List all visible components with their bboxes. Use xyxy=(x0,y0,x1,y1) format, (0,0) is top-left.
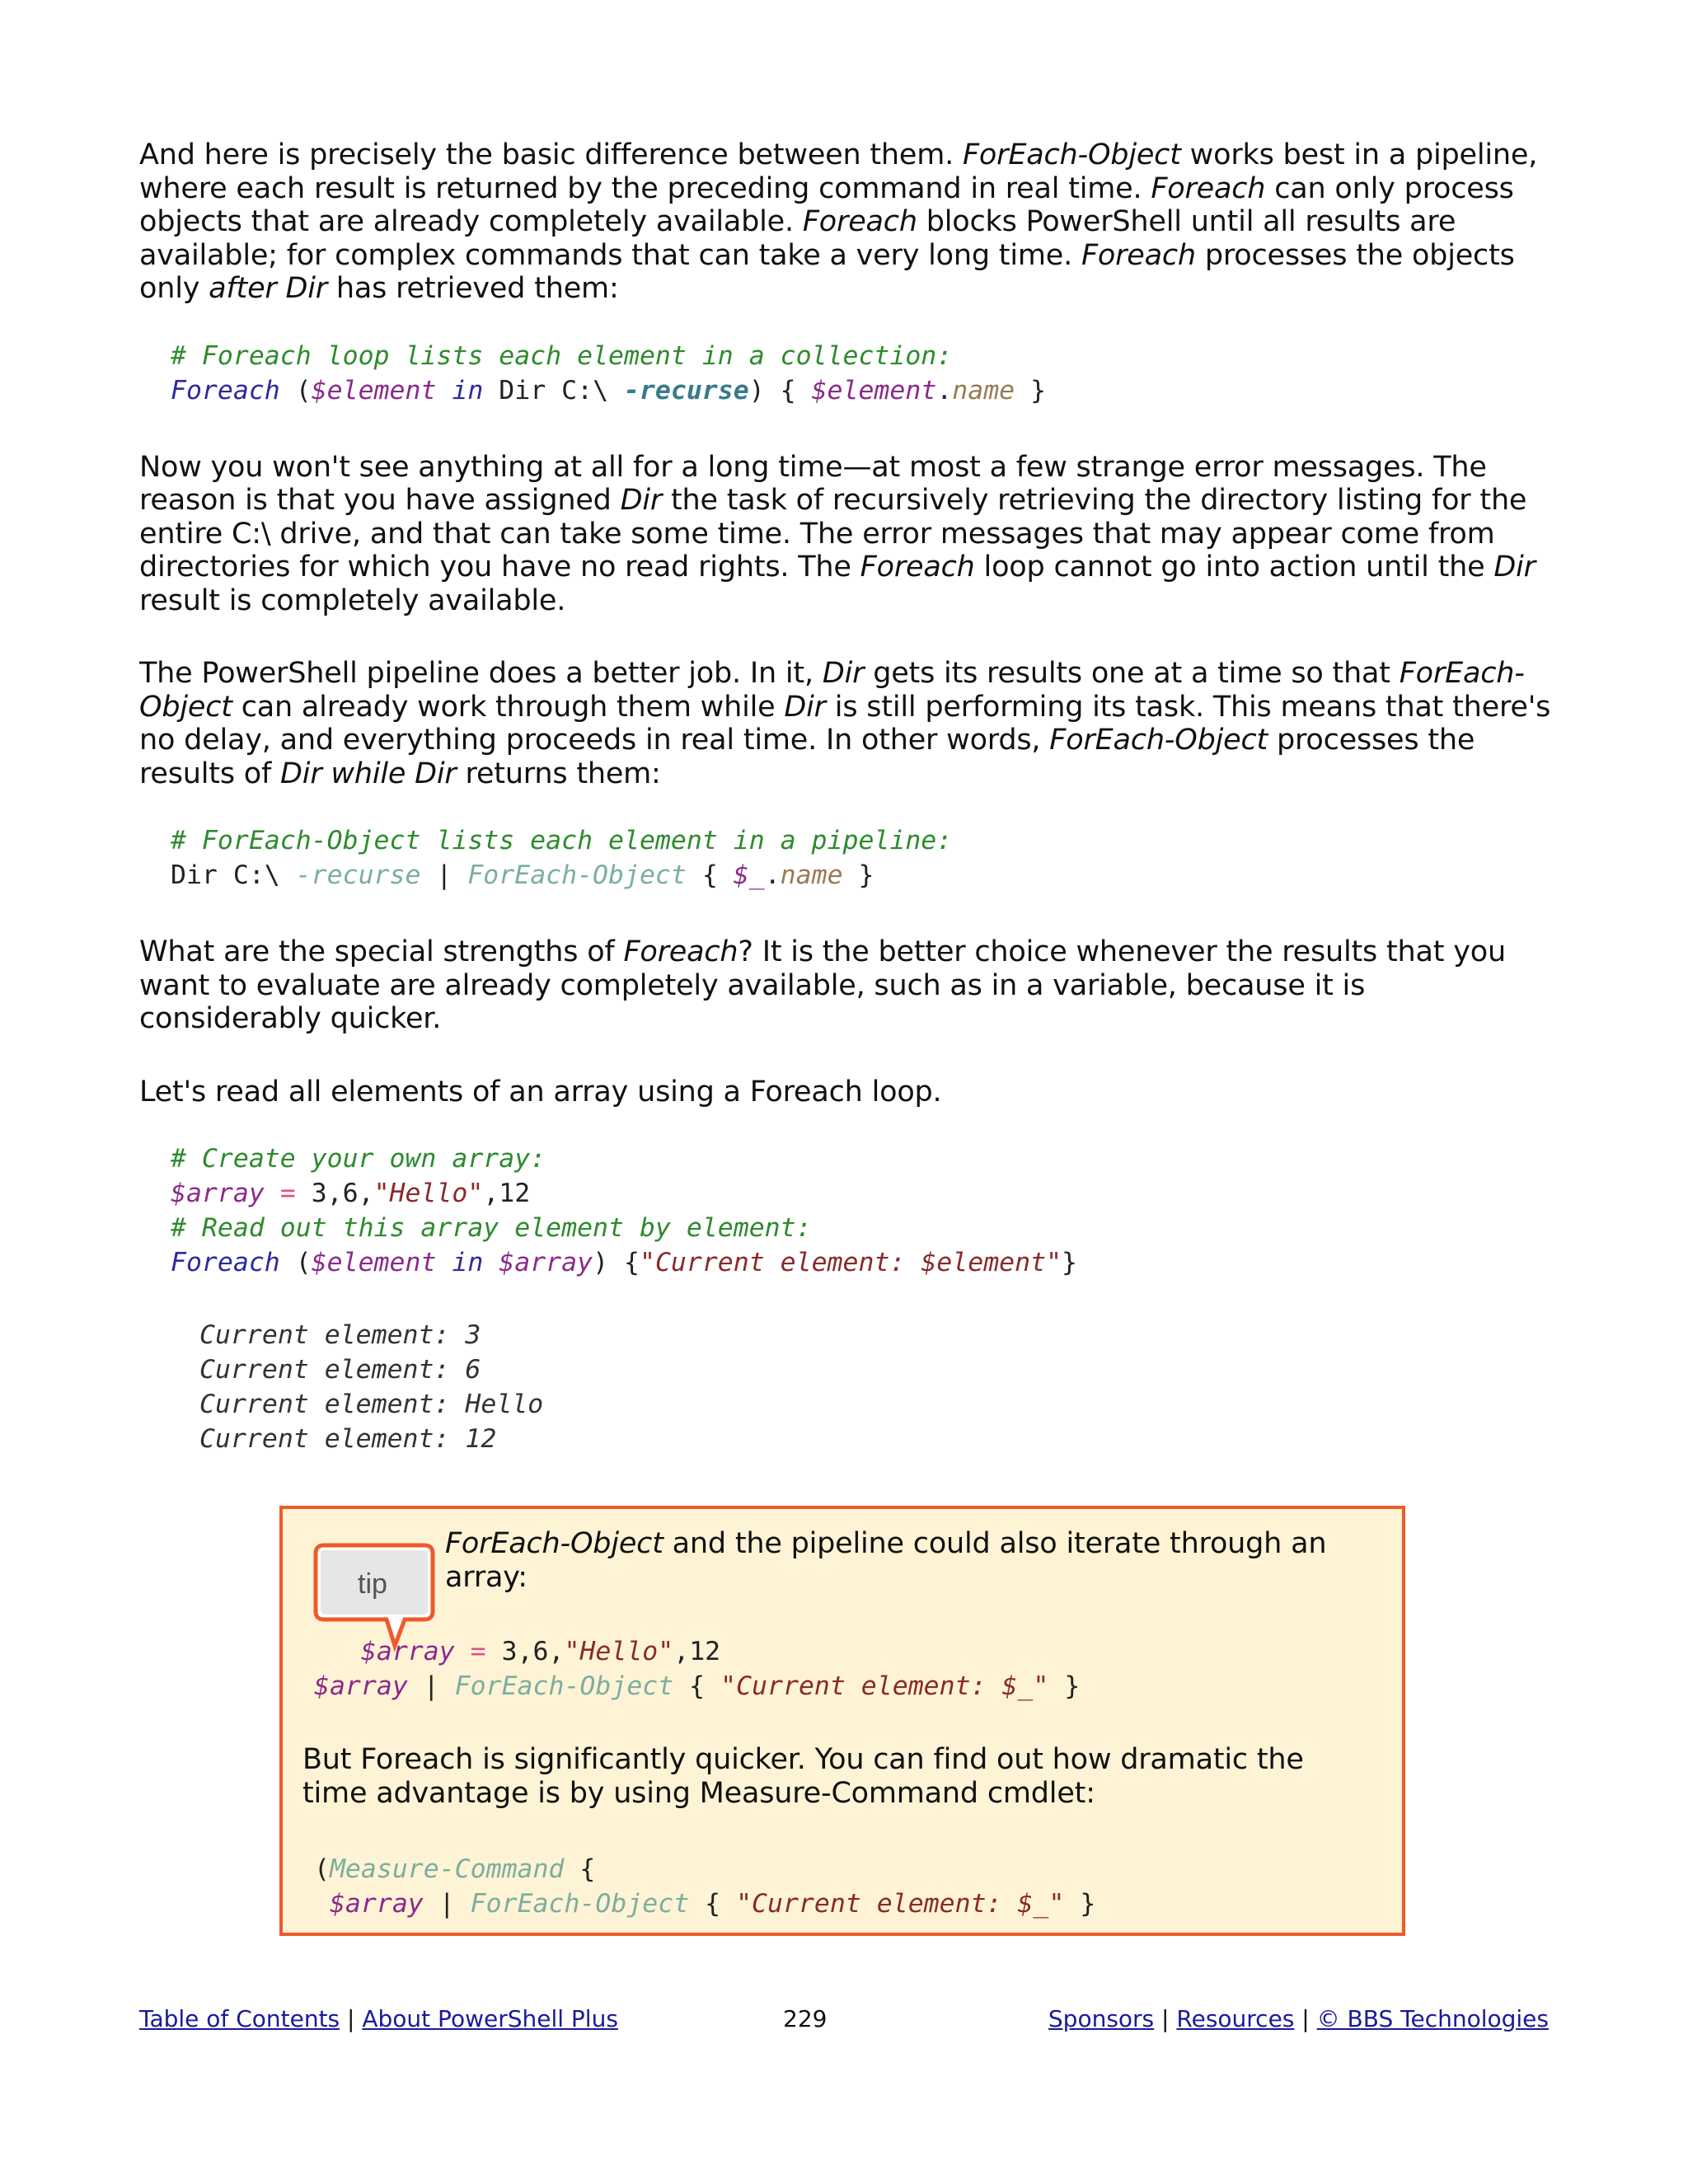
resources-link[interactable]: Resources xyxy=(1176,2005,1295,2032)
code-output: Current element: 3 Current element: 6 Current element: Hello Current element: 12 xyxy=(199,1320,544,1454)
paragraph-foreach-difference: And here is precisely the basic difference between them. ForEach-Object works best in a pipeline, where each result is returned by the preceding command in real time. Foreach can only process objects that are already completely available. Foreach blocks PowerShell until all results are available; for complex commands that can take a very long time. Foreach processes the objects only after Dir has retrieved them: xyxy=(139,138,1538,305)
bbs-technologies-link[interactable]: © BBS Technologies xyxy=(1316,2005,1549,2032)
paragraph-long-wait: Now you won't see anything at all for a long time—at most a few strange error messages. The reason is that you have assigned Dir the task of recursively retrieving the directory listing for the entire C:\ drive, and that can take some time. The error messages that may appear come from directories for which you have no read rights. The Foreach loop cannot go into action until the Dir result is completely available. xyxy=(139,450,1536,617)
code-array-foreach: # Create your own array: $array = 3,6,"Hello",12 # Read out this array element by element: Foreach ($element in $array) {"Current element: $element"} xyxy=(171,1144,1077,1277)
tip-intro: ForEach-Object and the pipeline could also iterate through an array: xyxy=(445,1527,1327,1594)
paragraph-pipeline-better: The PowerShell pipeline does a better job. In it, Dir gets its results one at a time so that ForEach-Object can already work through them while Dir is still performing its task. This means that there's no delay, and everything proceeds in real time. In other words, ForEach-Object processes the results of Dir while Dir returns them: xyxy=(139,657,1551,790)
code-comment: # Foreach loop lists each element in a collection: xyxy=(171,340,953,371)
tip-code-pipeline: $array = 3,6,"Hello",12 $array | ForEach-Object { "Current element: $_" } xyxy=(314,1637,1081,1701)
tip-measure-text: But Foreach is significantly quicker. You can find out how dramatic the time advantage is by using Measure-Command cmdlet: xyxy=(302,1743,1304,1810)
about-powershell-plus-link[interactable]: About PowerShell Plus xyxy=(362,2005,618,2032)
page-number: 229 xyxy=(783,2005,828,2032)
svg-text:tip: tip xyxy=(358,1568,387,1600)
tip-code-measure: (Measure-Command { $array | ForEach-Object { "Current element: $_" } xyxy=(314,1854,1096,1919)
table-of-contents-link[interactable]: Table of Contents xyxy=(139,2005,340,2032)
code-foreach-object-pipeline: # ForEach-Object lists each element in a pipeline: Dir C:\ -recurse | ForEach-Object { $_.name } xyxy=(171,826,953,890)
code-comment: # ForEach-Object lists each element in a pipeline: xyxy=(171,826,953,855)
paragraph-read-array: Let's read all elements of an array using a Foreach loop. xyxy=(139,1075,942,1108)
paragraph-foreach-strengths: What are the special strengths of Foreach? It is the better choice whenever the results that you want to evaluate are already completely available, such as in a variable, because it is considerably quicker. xyxy=(139,935,1506,1035)
sponsors-link[interactable]: Sponsors xyxy=(1048,2005,1155,2032)
page-content xyxy=(139,138,1553,1456)
tip-box xyxy=(279,1506,1405,1936)
code-foreach-dir: # Foreach loop lists each element in a collection: Foreach ($element in Dir C:\ -recurse) { $element.name } xyxy=(171,340,1047,405)
